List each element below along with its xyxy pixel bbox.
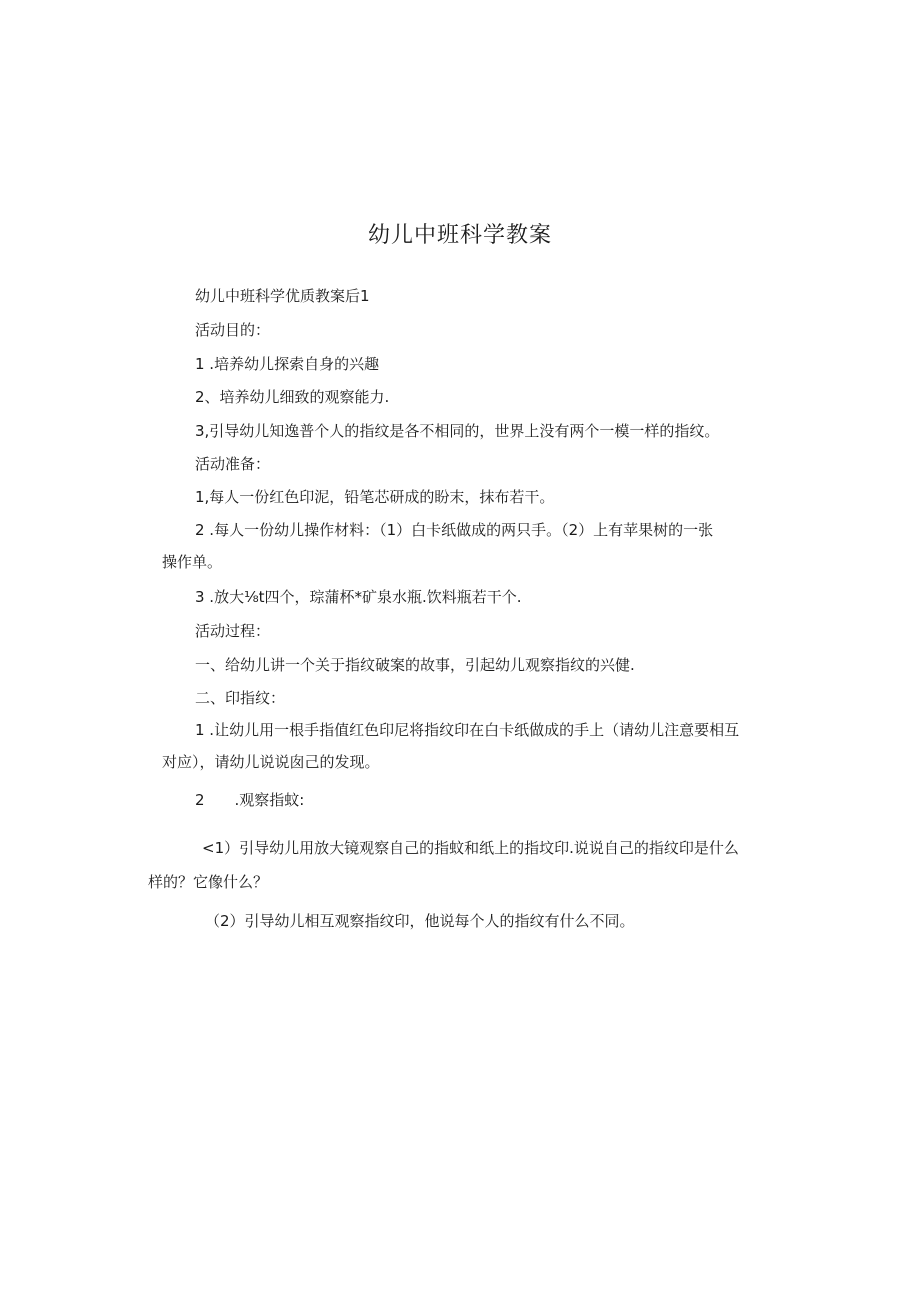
document-title: 幼儿中班科学教案 [367,223,552,248]
process-item: 2 .观察指蚊: [195,791,305,809]
prep-item: 1,每人一份红色印泥，铅笔芯研成的盼末，抹布若干。 [195,488,555,506]
prep-item: 3 .放大⅛t四个，琮蒲杯*矿泉水瓶.饮料瓶若干个. [195,588,522,606]
prep-heading: 活动准备： [195,455,271,473]
prep-item-continuation: 操作单。 [162,553,223,571]
process-item: 1 .让幼儿用一根手指值红色印尼将指纹印在白卡纸做成的手上（请幼儿注意要相互 [195,721,740,739]
process-item-continuation: 对应），请幼儿说说囱己的发现。 [162,753,380,771]
goal-item: 3,引导幼儿知逸普个人的指纹是各不相同的，世界上没有两个一模一样的指纹。 [195,422,720,440]
process-item: （2）引导幼儿相互观察指纹印，他说每个人的指纹有什么不同。 [205,912,635,930]
goal-heading: 活动目的： [195,321,271,339]
process-item-continuation: 样的？它像什么？ [148,873,269,891]
goal-item: 2、培养幼儿细致的观察能力. [195,388,390,406]
prep-item: 2 .每人一份幼儿操作材料：（1）白卡纸做成的两只手。（2）上有苹果树的一张 [195,521,714,539]
document-subtitle: 幼儿中班科学优质教案后1 [195,287,370,305]
goal-item: 1 .培养幼儿探索自身的兴趣 [195,355,380,373]
process-heading: 活动过程： [195,622,271,640]
process-item: <1）引导幼儿用放大镜观察自己的指蚊和纸上的指坟印.说说自己的指纹印是什么 [202,839,739,857]
process-item: 二、印指纹： [195,689,286,707]
process-item: 一、给幼儿讲一个关于指纹破案的故事，引起幼儿观察指纹的兴健. [195,656,635,674]
